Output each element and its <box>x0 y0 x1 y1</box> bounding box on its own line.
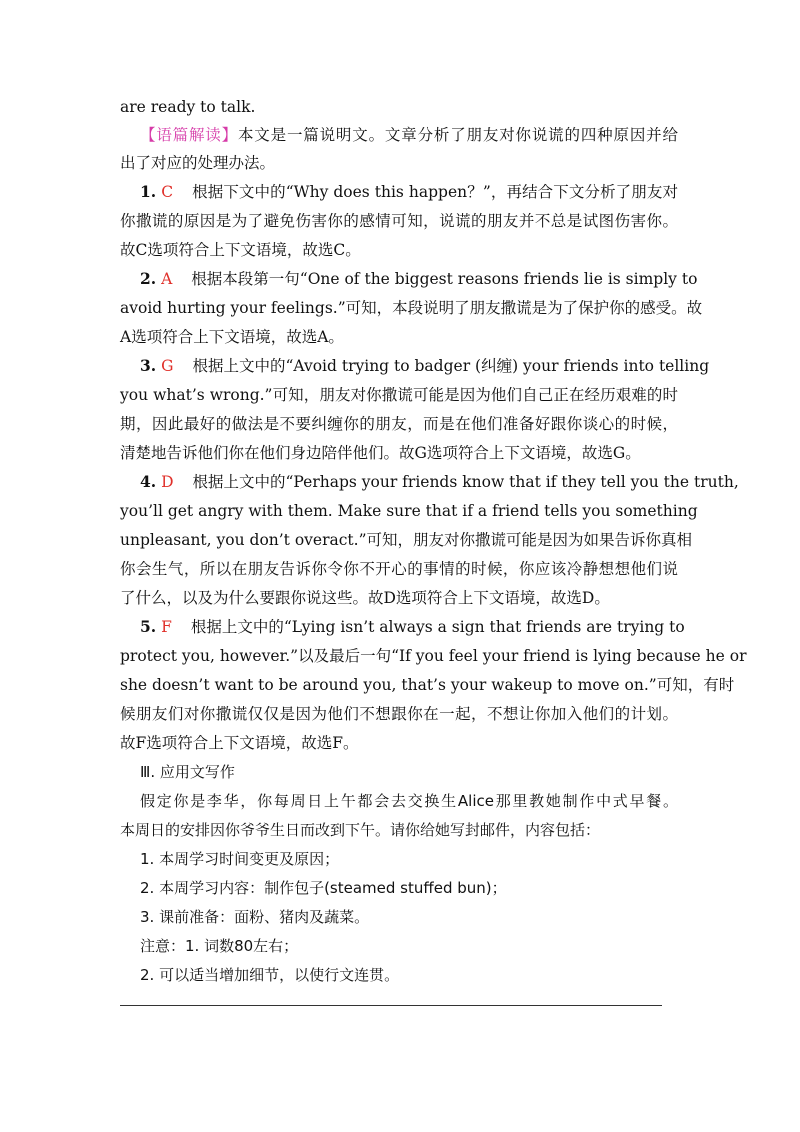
answer-letter: F <box>161 618 172 636</box>
line-text: 根据上文中的“Avoid trying to badger (纠缠) your friends into telling <box>192 357 710 375</box>
text-line <box>120 587 678 609</box>
writing-item <box>140 848 698 870</box>
answer-1 <box>140 181 678 203</box>
answer-3 <box>140 355 710 377</box>
line-text: avoid hurting your feelings.”可知，本段说明了朋友撒谎是为了保护你的感受。故 <box>120 299 703 317</box>
text-line <box>120 500 698 522</box>
analysis-tag: 【语篇解读】 <box>140 126 238 144</box>
text-line <box>120 703 678 725</box>
line-text: 出了对应的处理办法。 <box>120 154 276 172</box>
text-line <box>120 96 678 118</box>
text-line <box>120 152 678 174</box>
line-text: are ready to talk. <box>120 98 256 116</box>
line-text: 根据下文中的“Why does this happen？”，再结合下文分析了朋友对 <box>192 183 678 201</box>
question-number: 1. <box>140 182 157 201</box>
line-text: 2. 本周学习内容：制作包子(steamed stuffed bun)； <box>140 879 507 897</box>
answer-4 <box>140 471 739 493</box>
answer-letter: D <box>161 473 174 491</box>
line-text: 候朋友们对你撒谎仅仅是因为他们不想跟你在一起，不想让你加入他们的计划。 <box>120 705 678 723</box>
line-text: 注意：1. 词数80左右； <box>140 937 299 955</box>
line-text: 你会生气，所以在朋友告诉你令你不开心的事情的时候，你应该冷静想想他们说 <box>120 560 678 578</box>
writing-item <box>140 906 698 928</box>
passage-analysis <box>140 124 678 146</box>
text-line <box>120 529 693 551</box>
section-title <box>140 761 698 783</box>
text-line <box>120 210 678 232</box>
line-text: unpleasant, you don’t overact.”可知，朋友对你撒谎可能是因为如果告诉你真相 <box>120 531 693 549</box>
answer-5 <box>140 616 685 638</box>
text-line <box>120 326 678 348</box>
line-text: 清楚地告诉他们你在他们身边陪伴他们。故G选项符合上下文语境，故选G。 <box>120 444 641 462</box>
line-text: 本文是一篇说明文。文章分析了朋友对你说谎的四种原因并给 <box>237 126 678 144</box>
writing-prompt <box>120 819 678 841</box>
line-text: you’ll get angry with them. Make sure that if a friend tells you something <box>120 502 698 520</box>
line-text: 假定你是李华，你每周日上午都会去交换生Alice那里教她制作中式早餐。 <box>140 792 678 810</box>
text-line <box>120 413 678 435</box>
writing-item <box>140 877 698 899</box>
line-text: 你撒谎的原因是为了避免伤害你的感情可知，说谎的朋友并不总是试图伤害你。 <box>120 212 678 230</box>
text-line <box>120 297 703 319</box>
line-text: 根据本段第一句“One of the biggest reasons friends lie is simply to <box>191 270 698 288</box>
writing-note <box>140 964 698 986</box>
writing-note <box>140 935 698 957</box>
line-text: protect you, however.”以及最后一句“If you feel your friend is lying because he or <box>120 647 747 665</box>
line-text: 期，因此最好的做法是不要纠缠你的朋友，而是在他们准备好跟你谈心的时候， <box>120 415 678 433</box>
line-text: 1. 本周学习时间变更及原因； <box>140 850 340 868</box>
line-text: you what’s wrong.”可知，朋友对你撒谎可能是因为他们自己正在经历艰难的时 <box>120 386 678 404</box>
line-text: 本周日的安排因你爷爷生日而改到下午。请你给她写封邮件，内容包括： <box>120 821 601 839</box>
text-line <box>120 645 747 667</box>
line-text: 故F选项符合上下文语境，故选F。 <box>120 734 359 752</box>
line-text: 故C选项符合上下文语境，故选C。 <box>120 241 361 259</box>
text-line <box>120 558 678 580</box>
divider-line <box>120 1005 662 1006</box>
answer-letter: C <box>161 183 174 201</box>
question-number: 2. <box>140 269 157 288</box>
text-line <box>120 732 678 754</box>
text-line <box>120 384 678 406</box>
line-text: 根据上文中的“Lying isn’t always a sign that friends are trying to <box>190 618 685 636</box>
line-text: 2. 可以适当增加细节，以使行文连贯。 <box>140 966 400 984</box>
text-line <box>120 674 735 696</box>
line-text: 了什么，以及为什么要跟你说这些。故D选项符合上下文语境，故选D。 <box>120 589 610 607</box>
line-text: A选项符合上下文语境，故选A。 <box>120 328 344 346</box>
line-text: 根据上文中的“Perhaps your friends know that if they tell you the truth, <box>192 473 739 491</box>
writing-prompt <box>140 790 678 812</box>
question-number: 4. <box>140 472 157 491</box>
answer-2 <box>140 268 698 290</box>
line-text: 3. 课前准备：面粉、猪肉及蔬菜。 <box>140 908 370 926</box>
question-number: 5. <box>140 617 157 636</box>
answer-letter: A <box>161 270 173 288</box>
section-title-text: Ⅲ. 应用文写作 <box>140 763 235 781</box>
question-number: 3. <box>140 356 157 375</box>
line-text: she doesn’t want to be around you, that’s your wakeup to move on.”可知，有时 <box>120 676 735 694</box>
answer-letter: G <box>161 357 174 375</box>
text-line <box>120 239 678 261</box>
text-line <box>120 442 678 464</box>
